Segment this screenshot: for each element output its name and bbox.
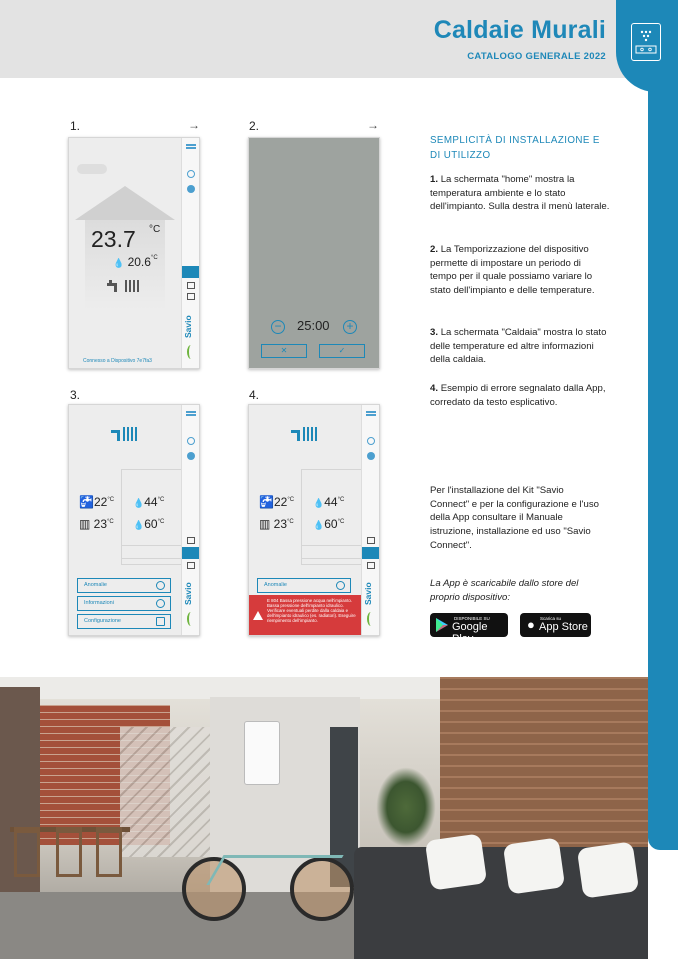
apple-icon: ●	[527, 617, 535, 632]
configuration-button[interactable]: Configurazione	[77, 614, 171, 629]
clock-icon[interactable]	[187, 170, 195, 178]
heating-temperature: ▥ $23^{^\circ C}$	[259, 517, 294, 531]
description-4: 4. Esempio di errore segnalato dalla App, corredato da testo esplicativo.	[430, 383, 606, 408]
app-store-badge[interactable]: ● Scarica su App Store	[520, 613, 591, 637]
home-icon[interactable]	[187, 537, 195, 544]
heating-setpoint: $💧60^{^\circ C}$	[313, 517, 345, 531]
boiler-logo-icon	[631, 23, 661, 61]
staircase	[120, 727, 210, 857]
description-2: 2. La Temporizzazione del dispositivo permette di impostare un periodo di tempo per il quale possiamo variare lo stato dell'impianto e delle temperature.	[430, 244, 595, 297]
globe-icon[interactable]	[367, 452, 375, 460]
swoosh-icon	[187, 612, 195, 626]
app-note: La App è scaricabile dallo store del proprio dispositivo:	[430, 578, 579, 603]
page-title: Caldaie Murali	[433, 16, 606, 44]
info-button[interactable]: Informazioni	[77, 596, 171, 611]
config-icon	[156, 617, 165, 626]
timer-value: 25:00	[297, 318, 330, 333]
minus-button[interactable]: −	[271, 320, 285, 334]
page-subtitle: CATALOGO GENERALE 2022	[467, 51, 606, 62]
side-menu	[181, 405, 199, 635]
room-temperature: 23.7	[91, 226, 136, 252]
boiler-icon	[291, 427, 317, 444]
screen-1-label: 1.	[70, 119, 81, 133]
brand-logo: Savio	[183, 315, 193, 338]
screen-3-label: 3.	[70, 388, 81, 402]
cloud-icon	[77, 164, 107, 174]
screen-timer	[248, 137, 380, 369]
screen-2-label: 2.	[249, 119, 260, 133]
brand-logo: Savio	[183, 582, 193, 605]
heating-temperature: ▥ $23^{^\circ C}$	[79, 517, 114, 531]
dhw-temperature: $🚰22^{^\circ C}$	[79, 495, 115, 509]
menu-icon[interactable]	[186, 411, 196, 413]
interior-photo	[0, 677, 648, 959]
plant	[376, 767, 436, 847]
google-play-icon	[436, 618, 448, 632]
dhw-setpoint: $💧44^{^\circ C}$	[313, 495, 345, 509]
menu-icon[interactable]	[366, 411, 376, 413]
home-icon[interactable]	[182, 266, 199, 278]
side-menu	[361, 405, 379, 635]
radiator-icon	[125, 280, 139, 295]
swoosh-icon	[367, 612, 375, 626]
swoosh-icon	[187, 345, 195, 359]
screen-home	[68, 137, 200, 369]
connection-status: Connesso a Dispositivo 7e7fa3	[83, 358, 152, 364]
brand-logo: Savio	[363, 582, 373, 605]
wall-boiler	[244, 721, 280, 785]
qr-icon[interactable]	[187, 562, 195, 569]
boiler-tab-icon[interactable]	[182, 547, 199, 559]
dhw-setpoint: $💧44^{^\circ C}$	[133, 495, 165, 509]
google-play-badge[interactable]: DISPONIBILE SU Google Play	[430, 613, 508, 637]
screen-4-label: 4.	[249, 388, 260, 402]
arrow-icon: →	[188, 118, 200, 132]
right-accent-band	[648, 0, 678, 850]
qr-icon[interactable]	[187, 293, 195, 300]
house-roof	[75, 186, 175, 220]
description-3: 3. La schermata "Caldaia" mostra lo stato delle temperature ed altre informazioni della caldaia.	[430, 327, 607, 366]
dhw-temperature: $🚰22^{^\circ C}$	[259, 495, 295, 509]
warning-icon	[253, 611, 263, 620]
heating-setpoint: $💧60^{^\circ C}$	[133, 517, 165, 531]
drop-icon: 💧	[113, 258, 125, 268]
screen-boiler	[68, 404, 200, 636]
cancel-button[interactable]: ✕	[261, 344, 307, 358]
screen-error	[248, 404, 380, 636]
error-message: E 804 Bassa pressione acqua nell'impianto. Bassa pressione dell'impianto idraulico. Verificare eventuali perdite dalla caldaia e dell'impianto idraulico (es. radiatori). Eseguire riempimento dell'impianto.	[249, 595, 362, 636]
section-title: SEMPLICITÀ DI INSTALLAZIONE E DI UTILIZZO	[430, 135, 600, 161]
clock-icon[interactable]	[187, 437, 195, 445]
menu-icon[interactable]	[186, 144, 196, 146]
info-icon	[156, 599, 165, 608]
bicycle-frame	[206, 855, 343, 885]
arrow-icon: →	[367, 118, 379, 132]
boiler-icon	[111, 427, 137, 444]
eye-icon	[156, 581, 165, 590]
outdoor-temperature: 💧 $20.6^{^\circ C}$	[113, 255, 158, 269]
eye-icon	[336, 581, 345, 590]
faucet-icon	[107, 280, 121, 295]
boiler-tab-icon[interactable]	[362, 547, 379, 559]
plus-button[interactable]: +	[343, 320, 357, 334]
anomalies-button[interactable]: Anomalie	[77, 578, 171, 593]
globe-icon[interactable]	[187, 452, 195, 460]
install-note: Per l'installazione del Kit "Savio Connect" e per la configurazione e l'uso della App consultare il Manuale istruzione, installazione ed uso "Savio Connect".	[430, 485, 599, 551]
boiler-icon[interactable]	[187, 282, 195, 289]
home-icon[interactable]	[367, 537, 375, 544]
description-1: 1. La schermata "home" mostra la temperatura ambiente e lo stato dell'impianto. Sulla destra il menù laterale.	[430, 174, 610, 213]
temperature-unit: °C	[149, 224, 161, 235]
qr-icon[interactable]	[367, 562, 375, 569]
clock-icon[interactable]	[367, 437, 375, 445]
globe-icon[interactable]	[187, 185, 195, 193]
anomalies-button[interactable]: Anomalie	[257, 578, 351, 593]
side-menu	[181, 138, 199, 368]
confirm-button[interactable]: ✓	[319, 344, 365, 358]
